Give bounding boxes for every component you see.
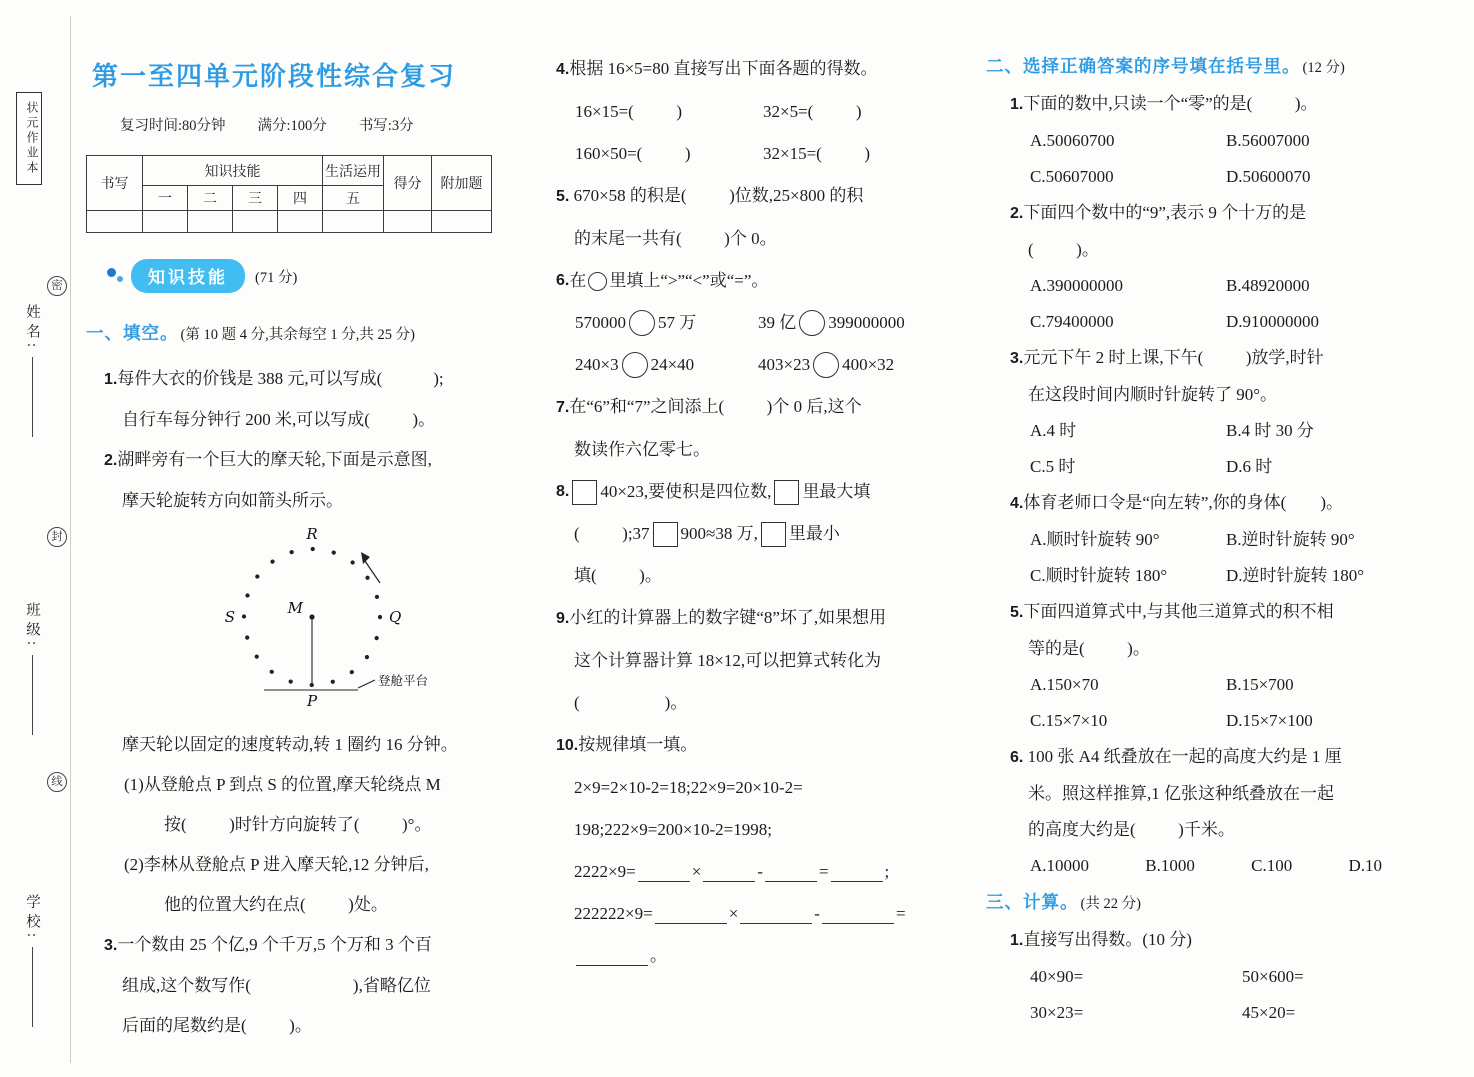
workbook-label: 状元作业本 [16,92,42,185]
options-row [1010,123,1406,159]
options-row [1010,703,1406,739]
question-number: 6. [1010,749,1024,766]
operator: = [895,904,906,923]
binding-fold-line [70,16,71,1063]
th-part-5: 五 [323,186,384,211]
equation-start: 222222×9= [574,904,653,923]
equation: 50×600= [1242,967,1304,986]
fill-question-7 [556,386,948,471]
equation: 16×15=( ) [575,102,682,121]
compare-circle [622,352,648,378]
choice-question-1 [986,86,1406,195]
question-text: 湖畔旁有一个巨大的摩天轮,下面是示意图, [117,450,432,469]
question-text: 100 张 A4 纸叠放在一起的高度大约是 1 厘 [1023,747,1342,766]
blank-line [638,862,690,882]
fill-question-8 [556,471,948,597]
name-label: 姓名: [24,304,40,353]
fill-question-9 [556,597,948,724]
option-C: C.5 时 [1030,457,1076,476]
question-line [1010,922,1406,959]
section-2-note: (12 分) [1302,60,1345,76]
question-number: 1. [104,371,118,388]
section-badge-row [106,259,498,293]
question-number: 8. [556,483,570,500]
section-1-header [86,313,498,355]
digit-box [572,480,597,505]
pattern-line: 2×9=2×10-2=18;22×9=20×10-2= [574,778,803,797]
question-text: 根据 16×5=80 直接写出下面各题的得数。 [569,59,878,78]
operator: × [691,862,702,881]
compare-left: 39 亿 [758,313,797,332]
sub-question-1: (1)从登舱点 P 到点 S 的位置,摩天轮绕点 M [124,775,441,794]
question-line [1010,594,1406,631]
section-3-header [986,884,1406,922]
question-text: 在 [569,271,587,290]
continuation-line: 数读作六亿零七。 [574,440,710,459]
compare-circle [813,352,839,378]
page-title: 第一至四单元阶段性综合复习 [92,61,457,91]
question-text: 下面四道算式中,与其他三道算式的积不相 [1023,602,1334,621]
sub-question-2: (2)李林从登舱点 P 进入摩天轮,12 分钟后, [124,855,429,874]
punctuation: 。 [650,946,667,965]
class-label: 班级: [24,602,40,651]
question-text: 直接写出得数。(10 分) [1023,930,1192,949]
question-line [556,597,948,640]
question-text: 670×58 的积是( )位数,25×800 的积 [569,186,864,205]
continuation-line: 这个计算器计算 18×12,可以把算式转化为 [574,651,882,670]
pattern-fill-line [556,893,948,935]
score-input-cell [143,211,188,233]
options-row [1010,449,1406,485]
operator: - [814,904,820,923]
options-row [1010,159,1406,195]
question-number: 10. [556,737,579,754]
option-B: B.逆时针旋转 90° [1226,530,1355,549]
option-C: C.79400000 [1030,312,1114,331]
continuation-line: 在这段时间内顺时针旋转了 90°。 [1028,385,1278,404]
question-number: 2. [104,452,118,469]
ferris-wheel-diagram [144,525,474,721]
question-text: 按规律填一填。 [578,735,698,754]
meta-review-time: 复习时间:80分钟 [120,118,226,134]
equation: 30×23= [1030,1003,1084,1022]
question-text: 下面的数中,只读一个“零”的是( )。 [1023,94,1318,113]
question-text: 里填上“>”“<”或“=”。 [609,271,769,290]
option-B: B.4 时 30 分 [1226,421,1314,440]
compare-right: 57 万 [658,313,697,332]
continuation-line: 他的位置大约在点( )处。 [164,895,388,914]
continuation-line: 等的是( )。 [1028,639,1150,658]
dots-icon [106,265,125,287]
label-Q: Q [389,608,402,626]
th-part-3: 三 [233,186,278,211]
question-text: 小红的计算器上的数字键“8”坏了,如果想用 [569,608,887,627]
score-input-cell [432,211,492,233]
question-line [556,48,948,91]
fill-question-6 [556,260,948,386]
equation: 40×90= [1030,967,1084,986]
question-text: 一个数由 25 个亿,9 个千万,5 个万和 3 个百 [117,935,432,954]
option-B: B.15×700 [1226,675,1294,694]
compare-right: 24×40 [650,355,695,374]
compare-left: 570000 [575,313,626,332]
section-1-note: (第 10 题 4 分,其余每空 1 分,共 25 分) [180,327,415,343]
column-1 [86,0,498,1046]
operator: × [728,904,739,923]
question-text: 每件大衣的价钱是 388 元,可以写成( ); [117,369,444,388]
section-1-title: 一、填空。 [86,323,179,343]
continuation-line [556,513,948,555]
section-2-title: 二、选择正确答案的序号填在括号里。 [986,56,1301,76]
fill-question-1 [86,359,498,440]
ferris-wheel-figure [144,525,498,723]
question-number: 4. [556,61,570,78]
calc-row [1010,995,1406,1031]
option-D: D.10 [1348,856,1382,875]
th-part-1: 一 [143,186,188,211]
question-line [1010,195,1406,232]
digit-box [653,522,678,547]
score-input-cell [188,211,233,233]
continuation-line: ( )。 [574,693,688,712]
compare-pair [575,344,758,386]
choice-question-6 [986,739,1406,884]
question-line [1010,739,1406,776]
exam-meta [120,114,498,135]
compare-circle [629,310,655,336]
question-number: 1. [1010,932,1024,949]
school-blank-line [32,947,33,1027]
blank-line [822,904,894,924]
continuation-line: 组成,这个数写作( ),省略亿位 [122,976,431,995]
question-number: 7. [556,399,570,416]
options-row [1010,413,1406,449]
pattern-line: 198;222×9=200×10-2=1998; [574,820,772,839]
question-line [1010,485,1406,522]
question-text: 40×23,要使积是四位数, [600,482,772,501]
school-field [22,894,43,1027]
question-line [1010,340,1406,377]
compare-right: 400×32 [842,355,895,374]
knowledge-skills-badge: 知识技能 [131,259,245,293]
choice-question-4 [986,485,1406,594]
question-line [104,925,498,966]
option-A: A.150×70 [1030,675,1099,694]
blank-line [831,862,883,882]
continuation-line: 的末尾一共有( )个 0。 [574,229,777,248]
equation: 32×5=( ) [763,102,862,121]
question-number: 3. [1010,350,1024,367]
label-M: M [287,599,303,617]
question-number: 4. [1010,495,1024,512]
meta-full-score: 满分:100分 [257,118,327,134]
continuation-line: 摩天轮以固定的速度转动,转 1 圈约 16 分钟。 [122,735,458,754]
options-row [1010,522,1406,558]
calc-question-1 [986,922,1406,1031]
badge-score: (71 分) [255,269,298,286]
question-line [104,359,498,400]
compare-pair [758,302,905,344]
th-part-2: 二 [188,186,233,211]
school-label: 学校: [24,894,40,943]
th-score: 得分 [384,156,432,211]
continuation-line: 按( )时针方向旋转了( )°。 [164,815,432,834]
question-line [1010,86,1406,123]
option-D: D.逆时针旋转 180° [1226,566,1365,585]
score-input-cell [323,211,384,233]
question-line [556,471,948,513]
fill-question-5 [556,175,948,260]
option-A: A.4 时 [1030,421,1077,440]
blank-line [765,862,817,882]
question-number: 6. [556,272,570,289]
label-S: S [224,608,235,626]
continuation-line: 米。照这样推算,1 亿张这种纸叠放在一起 [1028,784,1334,803]
option-D: D.15×7×100 [1226,711,1313,730]
option-A: A.顺时针旋转 90° [1030,530,1160,549]
continuation-line: 填( )。 [574,566,662,585]
question-number: 9. [556,610,570,627]
th-part-4: 四 [278,186,323,211]
compare-row [556,344,948,386]
fill-question-4 [556,48,948,175]
continuation-line: 的高度大约是( )千米。 [1028,820,1235,839]
option-A: A.390000000 [1030,276,1124,295]
equation: 45×20= [1242,1003,1296,1022]
compare-left: 403×23 [758,355,811,374]
fill-question-10 [556,724,948,977]
option-C: C.15×7×10 [1030,711,1108,730]
option-B: B.48920000 [1226,276,1310,295]
th-knowledge-skills: 知识技能 [143,156,323,186]
compare-pair [575,302,758,344]
option-A: A.50060700 [1030,131,1115,150]
question-line [556,175,948,218]
platform-pointer-line [358,680,375,688]
compare-row [556,302,948,344]
punctuation: ; [884,862,890,881]
section-3-title: 三、计算。 [986,892,1079,912]
options-row [1030,848,1382,884]
seal-mark-2: 封 [47,527,67,547]
calc-row [1010,959,1406,995]
question-line [556,724,948,767]
compare-left: 240×3 [575,355,619,374]
question-line [556,386,948,429]
meta-writing-score: 书写:3分 [358,118,414,134]
label-platform: 登舱平台 [378,674,429,688]
option-A: A.10000 [1030,856,1090,875]
options-row [1010,304,1406,340]
continuation-line: 后面的尾数约是( )。 [122,1016,312,1035]
option-D: D.50600070 [1226,167,1311,186]
score-table [86,155,492,233]
question-text: 体育老师口令是“向左转”,你的身体( )。 [1023,493,1344,512]
digit-box [774,480,799,505]
class-blank-line [32,655,33,735]
option-B: B.1000 [1145,856,1195,875]
question-text: 下面四个数中的“9”,表示 9 个十万的是 [1023,203,1307,222]
th-life-application: 生活运用 [323,156,384,186]
name-field [22,304,43,437]
options-row [1010,558,1406,594]
score-input-cell [233,211,278,233]
question-number: 5. [1010,604,1024,621]
pattern-fill-line [556,935,948,977]
options-row [1010,268,1406,304]
score-input-cell [87,211,143,233]
compare-circle [799,310,825,336]
continuation-line: 摩天轮旋转方向如箭头所示。 [122,491,343,510]
score-input-cell [384,211,432,233]
question-text: 元元下午 2 时上课,下午( )放学,时针 [1023,348,1324,367]
blank-line [655,904,727,924]
column-3 [986,0,1406,1031]
choice-question-5 [986,594,1406,739]
fill-question-2 [86,440,498,925]
equation-row [556,133,948,175]
section-2-header [986,48,1406,86]
option-C: C.100 [1251,856,1293,875]
choice-question-2 [986,195,1406,340]
th-writing: 书写 [87,156,143,211]
option-B: B.56007000 [1226,131,1310,150]
blank-line [703,862,755,882]
th-bonus: 附加题 [432,156,492,211]
question-line [104,440,498,481]
option-D: D.6 时 [1226,457,1273,476]
question-text: 里最小 [788,524,840,543]
blank-line [576,946,648,966]
question-line [556,260,948,302]
seal-mark-3: 线 [47,772,67,792]
label-R: R [306,525,318,543]
digit-box [761,522,786,547]
question-text: 在“6”和“7”之间添上( )个 0 后,这个 [569,397,862,416]
equation: 32×15=( ) [763,144,870,163]
equation: 160×50=( ) [575,144,691,163]
question-number: 1. [1010,96,1024,113]
options-row [1010,667,1406,703]
question-number: 5. [556,188,570,205]
pattern-fill-line [556,851,948,893]
section-3-note: (共 22 分) [1080,896,1141,912]
seal-mark-1: 密 [47,276,67,296]
continuation-line: 自行车每分钟行 200 米,可以写成( )。 [122,410,436,429]
continuation-line: ( )。 [1028,240,1099,259]
equation-start: 2222×9= [574,862,636,881]
operator: = [818,862,829,881]
option-C: C.50607000 [1030,167,1114,186]
question-number: 3. [104,937,118,954]
option-D: D.910000000 [1226,312,1320,331]
question-text: 900≈38 万, [680,524,758,543]
compare-circle [588,272,607,291]
fill-question-3 [86,925,498,1046]
choice-question-3 [986,340,1406,485]
compare-right: 399000000 [828,313,905,332]
question-number: 2. [1010,205,1024,222]
column-2 [556,0,948,977]
label-P: P [306,692,318,710]
question-text: ( );37 [574,524,650,543]
blank-line [740,904,812,924]
equation-row [556,91,948,133]
operator: - [757,862,763,881]
question-text: 里最大填 [802,482,871,501]
option-C: C.顺时针旋转 180° [1030,566,1168,585]
class-field [22,602,43,735]
score-input-cell [278,211,323,233]
compare-pair [758,344,894,386]
name-blank-line [32,357,33,437]
